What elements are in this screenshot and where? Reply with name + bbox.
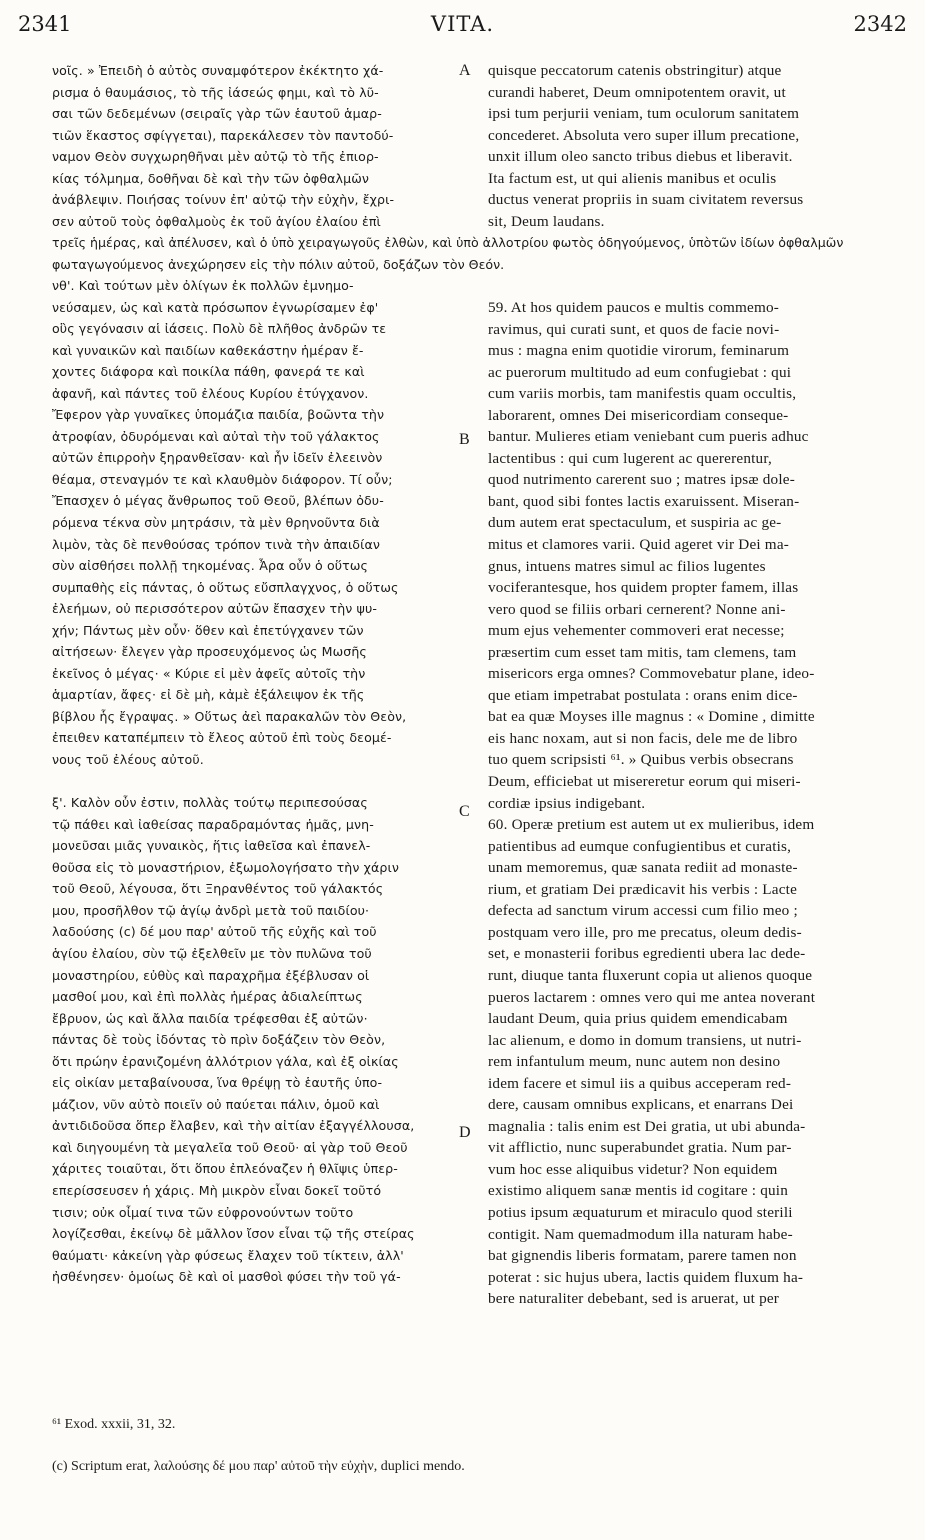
greek-text-line: συμπαθὴς εἰς πάντας, ὁ οὕτως εὔσπλαγχνος, ὁ οὕτως: [52, 579, 399, 595]
greek-text-line: τῶν ἰδίων ὀφθαλμῶν φωταγωγούμενος ἀνεχώρησεν εἰς τὴν πόλιν αὐτοῦ, δοξάζων τὸν Θεόν.: [52, 235, 844, 272]
latin-text-line: ravimus, qui curati sunt, et quos de facie novi-: [488, 320, 780, 338]
latin-text-line: unxit illum oleo sancto tribus diebus et liberavit.: [488, 148, 793, 166]
latin-text-line: sit, Deum laudans.: [488, 212, 605, 230]
greek-spanning-lines: [52, 232, 884, 275]
greek-text-line: θέαμα, στεναγμόν τε καὶ κλαυθμὸν διάφορον. Τί οὖν;: [52, 471, 393, 487]
latin-text-line: runt, diuque tanta fluxerunt copia ut alienos quoque: [488, 966, 813, 984]
latin-text-line: vociferantesque, hos quidem propter famem, illas: [488, 579, 799, 597]
latin-text-line: tuo quem scripsisti ⁶¹. » Quibus verbis obsecrans: [488, 751, 794, 769]
latin-text-line: misericors erga omnes? Commovebatur plane, ideo-: [488, 665, 815, 683]
greek-text-line: τιῶν ἕκαστος σφίγγεται), παρεκάλεσεν τὸν παντοδύ-: [52, 127, 394, 143]
latin-text-line: contigit. Nam quemadmodum illa naturam habe-: [488, 1225, 793, 1243]
greek-text-line: ἐπειθεν καταπέμπειν τὸ ἔλεος αὐτοῦ ἐπὶ τοὺς δεομέ-: [52, 730, 392, 746]
greek-text-line: Ἔπασχεν ὁ μέγας ἄνθρωπος τοῦ Θεοῦ, βλέπων ὀδυ-: [52, 493, 384, 509]
greek-column-top: [52, 60, 457, 232]
latin-text-line: que etiam impetrabat postulata : orans enim dice-: [488, 686, 798, 704]
latin-text-line: set, e monasterii foribus egredienti ubera lac dede-: [488, 945, 806, 963]
left-page-number: 2341: [18, 12, 72, 36]
greek-text-line: επερίσσευσεν ἡ χάρις. Μὴ μικρὸν εἶναι δοκεῖ τοῦτό: [52, 1182, 382, 1198]
greek-text-line: μασθοί μου, καὶ ἐπὶ πολλὰς ἡμέρας ἀδιαλείπτως: [52, 989, 363, 1005]
greek-text-line: λιμὸν, τὰς δὲ πενθούσας τρόπον τινὰ τὴν ἀπαιδίαν: [52, 536, 381, 552]
latin-text-line: quod nutrimento carerent suo ; matres ipsæ dole-: [488, 471, 795, 489]
greek-text-line: ὅτι πρώην ἐρανιζομένη ἀλλότριον γάλα, καὶ ἐξ οἰκίας: [52, 1053, 399, 1069]
greek-text-line: βίβλου ἧς ἔγραψας. » Οὕτως ἀεὶ παρακαλῶν τὸν Θεὸν,: [52, 708, 407, 724]
greek-text-line: καὶ διηγουμένη τὰ μεγαλεῖα τοῦ Θεοῦ· αἱ γὰρ τοῦ Θεοῦ: [52, 1139, 408, 1155]
greek-text-line: μοναστηρίου, εὐθὺς καὶ παραχρῆμα ἐξέβλυσαν οἱ: [52, 967, 370, 983]
latin-text-line: eis hanc noxam, aut si non facis, dele me de libro: [488, 729, 798, 747]
latin-text-line: bere naturaliter debebant, sed is aruerat, ut per: [488, 1290, 780, 1308]
greek-text-line: τῷ πάθει καὶ ἰαθείσας παραδραμόντας ἡμᾶς, μνη-: [52, 816, 374, 832]
greek-text-line: ἀφανῆ, καὶ πάντες τοῦ ἐλέους Κυρίου ἐτύγχανον.: [52, 385, 369, 401]
latin-text-line: 59. At hos quidem paucos e multis commemo-: [488, 299, 780, 316]
greek-text-line: τοῦ Θεοῦ, λέγουσα, ὅτι Ξηρανθέντος τοῦ γάλακτός: [52, 881, 384, 897]
greek-text-line: καὶ γυναικῶν καὶ παιδίων καθεκάστην ἡμέραν ἔ-: [52, 342, 364, 358]
latin-text-line: idem facere et simul iis a quibus acceperam red-: [488, 1074, 792, 1092]
latin-text-line: vum hoc esse aliquibus videtur? Non equidem: [488, 1160, 778, 1178]
latin-text-line: lactentibus : qui cum lugerent ac quererentur,: [488, 449, 772, 467]
section-marker-a: A: [459, 62, 471, 79]
greek-text-line: ἠσθένησεν· ὁμοίως δὲ καὶ οἱ μασθοὶ φύσει τὴν τοῦ γά-: [52, 1269, 401, 1285]
greek-text-line: χοντες διάφορα καὶ ποικίλα πάθη, φανερά τε καὶ: [52, 364, 365, 380]
latin-text-line: cordiæ ipsius indigebant.: [488, 794, 646, 812]
greek-text-line: Ἔφερον γὰρ γυναῖκες ὑπομάζια παιδία, βοῶντα τὴν: [52, 407, 385, 423]
latin-text-line: Deum, efficiebat ut misereretur eorum qui miseri-: [488, 773, 801, 791]
section-marker-b: B: [459, 431, 470, 448]
greek-text-line: αὐτῶν ἐπιρροὴν ξηρανθεῖσαν· καὶ ἦν ἰδεῖν ἐλεεινὸν: [52, 450, 383, 466]
latin-text-line: vero quod se filiis orbari cernerent? Nonne ani-: [488, 600, 786, 618]
greek-text-line: νους τοῦ ἐλέους αὐτοῦ.: [52, 752, 204, 768]
greek-column-main: [52, 275, 457, 1288]
greek-text-line: νοῖς. » Ἐπειδὴ ὁ αὐτὸς συναμφότερον ἐκέκτητο χά-: [52, 63, 384, 78]
greek-text-line: ἀτροφίαν, ὀδυρόμεναι καὶ αὐταὶ τὴν τοῦ γάλακτος: [52, 428, 380, 444]
latin-text-line: rium, et gratiam Dei prædicavit his verbis : Lacte: [488, 880, 798, 898]
greek-text-line: μάζιον, νῦν αὐτὸ ποιεῖν οὐ παύεται πάλιν, ὁμοῦ καὶ: [52, 1096, 380, 1112]
latin-text-line: mum ejus vehementer commoveri erat necesse;: [488, 622, 785, 640]
latin-text-line: cum variis morbis, tam manifestis quam occultis,: [488, 385, 797, 403]
latin-text-line: dere, causam omnibus explicans, et enarrans Dei: [488, 1096, 794, 1114]
latin-text-line: vit afflictio, nunc superabundet gratia. Num par-: [488, 1139, 792, 1157]
section-marker-c: C: [459, 803, 470, 820]
latin-text-line: quisque peccatorum catenis obstringitur) atque: [488, 62, 782, 79]
latin-text-line: poterat : sic hujus ubera, lactis quidem fluxum ha-: [488, 1268, 804, 1286]
latin-text-line: lac alienum, e domo in domum transiens, ut nutri-: [488, 1031, 802, 1049]
section-marker-d: D: [459, 1124, 471, 1141]
greek-text-line: λογίζεσθαι, ἐκείνῳ δὲ μᾶλλον ἴσον εἶναι τῷ τῆς στείρας: [52, 1226, 415, 1242]
latin-text-line: pueros lactarem : omnes vero qui me antea noverant: [488, 988, 816, 1006]
latin-text-line: dum autem erat spectaculum, et suspiria ac ge-: [488, 514, 782, 532]
greek-text-line: θοῦσα εἰς τὸ μοναστήριον, ἐξωμολογήσατο τὴν χάριν: [52, 859, 399, 875]
latin-text-line: præsertim cum esset tam mitis, tam clemens, tam: [488, 643, 797, 661]
latin-text-line: bant, quod sibi fontes lactis exaruissent. Miseran-: [488, 492, 800, 510]
latin-text-line: magnalia : talis enim est Dei gratia, ut ubi abunda-: [488, 1117, 806, 1135]
latin-text-line: ac puerorum multitudo ad eum confugiebat : qui: [488, 363, 792, 381]
greek-text-line: τισιν; οὐκ οἶμαί τινα τῶν εὐφρονούντων τοῦτο: [52, 1204, 354, 1220]
latin-text-line: laborarent, omnes Dei misericordiam conseque-: [488, 406, 789, 424]
footnote-reference: ⁶¹ Exod. xxxii, 31, 32.: [52, 1417, 176, 1432]
latin-text-line: gnus, intuens matres simul ac filios lugentes: [488, 557, 766, 575]
greek-text-line: χήν; Πάντως μὲν οὖν· ὅθεν καὶ ἐπετύγχανεν τῶν: [52, 622, 364, 638]
greek-text-line: νθ'. Καὶ τούτων μὲν ὀλίγων ἐκ πολλῶν ἐμνημο-: [52, 278, 354, 293]
greek-text-line: ἔβρυον, ὡς καὶ ἄλλα παιδία τρέφεσθαι ἐξ αὐτῶν·: [52, 1010, 368, 1026]
greek-text-line: νεύσαμεν, ὡς καὶ κατὰ πρόσωπον ἐγνωρίσαμεν ἐφ': [52, 299, 379, 315]
greek-text-line: ἐκεῖνος ὁ μέγας· « Κύριε εἰ μὲν ἀφεῖς αὐτοῖς τὴν: [52, 665, 366, 681]
latin-text-line: bat ea quæ Moyses ille magnus : « Domine , dimitte: [488, 708, 815, 726]
greek-text-line: ἀντιδιδοῦσα ὅπερ ἔλαβεν, καὶ τὴν αἰτίαν ἐξαγγέλλουσα,: [52, 1118, 415, 1134]
greek-text-line: σεν αὐτοῦ τοὺς ὀφθαλμοὺς ἐκ τοῦ ἁγίου ἐλαίου ἐπὶ: [52, 213, 381, 229]
greek-text-line: εἰς οἰκίαν μεταβαίνουσα, ἵνα θρέψῃ τὸ ἑαυτῆς ὑπο-: [52, 1075, 383, 1091]
latin-text-line: mus : magna enim quotidie virorum, feminarum: [488, 342, 790, 360]
latin-column-top: [488, 60, 883, 232]
greek-text-line: κίας τόλμημα, δοθῆναι δὲ καὶ τὴν τῶν ὀφθαλμῶν: [52, 170, 369, 186]
greek-text-line: [52, 771, 457, 793]
latin-text-line: laudant Deum, quia prius quidem emendicabam: [488, 1010, 788, 1028]
greek-text-line: μονεῦσαι μιᾶς γυναικὸς, ἥτις ἰαθεῖσα καὶ ἐπανελ-: [52, 838, 371, 854]
latin-text-line: bantur. Mulieres etiam veniebant cum pueris adhuc: [488, 428, 809, 446]
right-page-number: 2342: [853, 12, 907, 36]
greek-text-line: ρισμα ὁ θαυμάσιος, τὸ τῆς ἰάσεώς φημι, καὶ τὸ λῦ-: [52, 84, 379, 100]
latin-text-line: rem infantulum meum, nunc autem non desino: [488, 1053, 781, 1071]
greek-text-line: ἁγίου ἐλαίου, σὺν τῷ ἐξελθεῖν με τὸν πυλῶνα τοῦ: [52, 945, 372, 961]
latin-text-line: ipsi tum perjurii veniam, tum oculorum sanitatem: [488, 105, 800, 123]
latin-text-line: Ita factum est, ut qui alienis manibus et oculis: [488, 169, 777, 187]
latin-text-line: potius ipsum æquaturum et miraculo quod sterili: [488, 1203, 793, 1221]
greek-text-line: ναμον Θεὸν συγχωρηθῆναι μὲν αὐτῷ τὸ τῆς ἐπιορ-: [52, 149, 379, 165]
greek-text-line: χάριτες τοιαῦται, ὅτι ὅπου ἐπλεόναζεν ἡ θλῖψις ὑπερ-: [52, 1161, 398, 1177]
greek-text-line: λαδούσης (c) δέ μου παρ' αὐτοῦ τῆς εὐχῆς καὶ τοῦ: [52, 924, 377, 940]
greek-text-line: πάντας δὲ τοὺς ἰδόντας τὸ πρὶν δοξάζειν τὸν Θεὸν,: [52, 1032, 386, 1048]
latin-text-line: ductus venerat propriis in suam civitatem reversus: [488, 191, 804, 209]
greek-text-line: θαύματι· κἀκείνη γὰρ φύσεως ἔλαχεν τοῦ τίκτειν, ἀλλ': [52, 1247, 404, 1263]
greek-text-line: τρεῖς ἡμέρας, καὶ ἀπέλυσεν, καὶ ὁ ὑπὸ χειραγωγοῦς ἐλθὼν, καὶ ὑπὸ ἀλλοτρίου φωτὸς ὁδηγούμενος, ὑπὸ: [52, 235, 712, 250]
latin-text-line: postquam vero ille, pro me precatus, oleum dedis-: [488, 923, 802, 941]
greek-text-line: σαι τῶν δεδεμένων (σειραῖς γὰρ τῶν ἑαυτοῦ ἁμαρ-: [52, 106, 382, 122]
running-title: VITA.: [430, 12, 495, 36]
greek-text-line: ἀνάβλεψιν. Ποιήσας τοίνυν ἐπ' αὐτῷ τὴν εὐχὴν, ἔχρι-: [52, 192, 395, 208]
greek-text-line: ἐλεήμων, οὐ περισσότερον αὐτῶν ἔπασχεν τὴν ψυ-: [52, 601, 377, 617]
latin-text-line: concederet. Absoluta vero super illum precatione,: [488, 126, 800, 144]
greek-text-line: σὺν αἰσθήσει πολλῇ τηκομένας. Ἆρα οὖν ὁ οὕτως: [52, 558, 368, 574]
latin-text-line: bat gignendis liberis formatam, parere tamen non: [488, 1247, 797, 1265]
latin-text-line: unam memoremus, quæ sanata rediit ad monaste-: [488, 859, 798, 877]
greek-text-line: ἁμαρτίαν, ἄφες· εἰ δὲ μὴ, κἀμὲ ἐξάλειψον ἐκ τῆς: [52, 687, 365, 703]
latin-text-line: 60. Operæ pretium est autem ut ex mulieribus, idem: [488, 816, 815, 834]
greek-text-line: οὓς γεγόνασιν αἱ ἰάσεις. Πολὺ δὲ πλῆθος ἀνδρῶν τε: [52, 321, 387, 337]
latin-column-main: [488, 297, 883, 1310]
greek-text-line: ρόμενα τέκνα σὺν μητράσιν, τὰ μὲν θρηνοῦντα διὰ: [52, 515, 380, 531]
latin-text-line: existimo aliquem sanæ mentis id cogitare : quin: [488, 1182, 789, 1200]
latin-text-line: curandi haberet, Deum omnipotentem oravit, ut: [488, 83, 786, 101]
latin-text-line: mitus et clamores varii. Quid ageret vir Dei ma-: [488, 536, 790, 554]
greek-text-line: μου, προσῆλθον τῷ ἁγίῳ ἀνδρὶ μετὰ τοῦ παιδίου·: [52, 902, 370, 918]
running-header: [18, 12, 907, 46]
footnote-note: (c) Scriptum erat, λαλούσης δέ μου παρ' αὐτοῦ τὴν εὐχὴν, duplici mendo.: [52, 1459, 465, 1474]
greek-text-line: αἰτήσεων· ἔλεγεν γὰρ προσευχόμενος ὡς Μωσῆς: [52, 644, 367, 660]
latin-text-line: defecta ad sanctum virum accessi cum filio meo ;: [488, 902, 798, 920]
greek-text-line: ξ'. Καλὸν οὖν ἐστιν, πολλὰς τούτῳ περιπεσούσας: [52, 795, 368, 811]
latin-text-line: patientibus ad eumque confugientibus et curatis,: [488, 837, 792, 855]
